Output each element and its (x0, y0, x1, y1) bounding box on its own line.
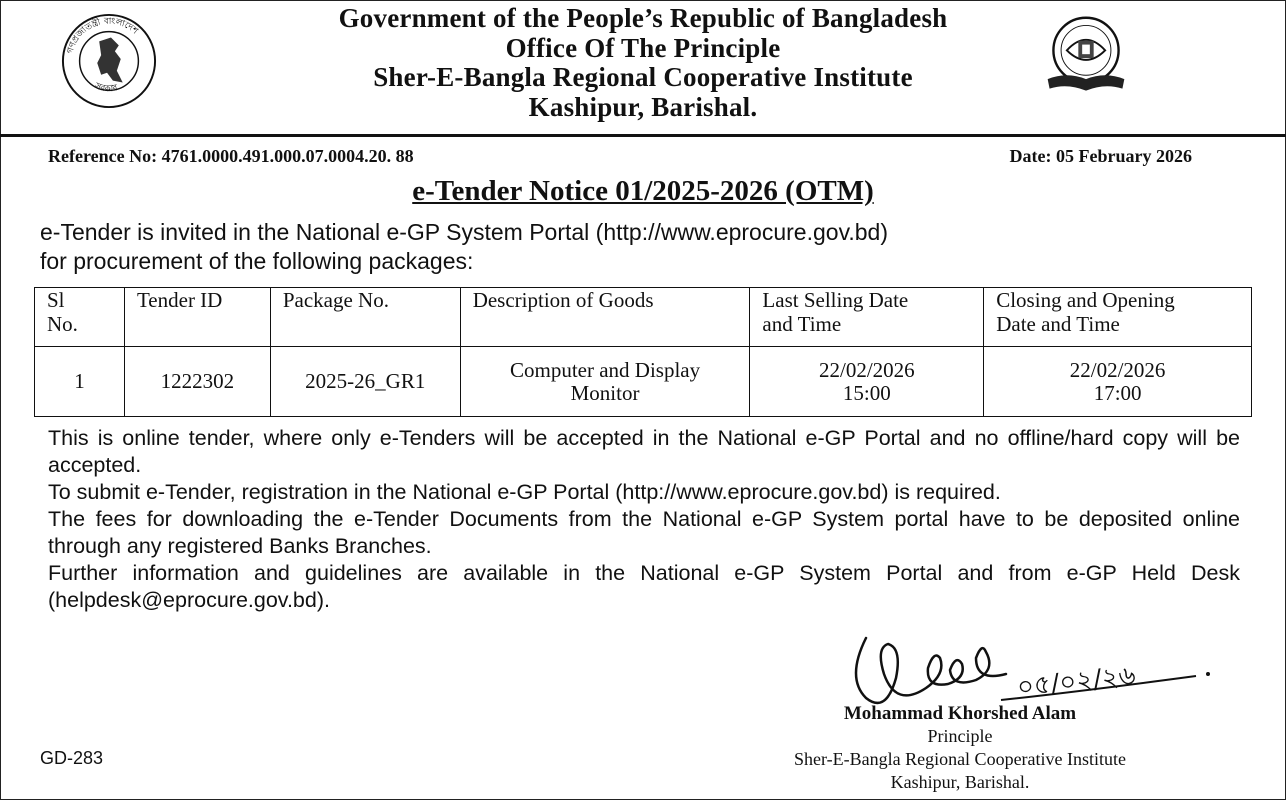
header-closing-line1: Closing and Opening (996, 288, 1175, 312)
cell-last-selling-date: 22/02/2026 (818, 357, 915, 382)
header-sl-no (35, 288, 125, 347)
header-closing-opening (984, 288, 1252, 347)
header-institute: Sher-E-Bangla Regional Cooperative Institute (373, 62, 913, 92)
footer-code: GD-283 (40, 748, 104, 768)
header-divider (0, 134, 1286, 137)
notice-date: Date: 05 February 2026 (1009, 146, 1192, 166)
signatory-location: Kashipur, Barishal. (890, 772, 1030, 792)
cell-closing-date: 22/02/2026 (1069, 357, 1166, 382)
header-location: Kashipur, Barishal. (528, 91, 758, 122)
header-government: Government of the People’s Republic of Bangladesh (338, 3, 948, 33)
notice-title: e-Tender Notice 01/2025-2026 (OTM) (412, 175, 874, 207)
signatory-title: Principle (927, 726, 993, 746)
header-package-no: Package No. (270, 288, 460, 347)
signatory-block (730, 702, 1190, 794)
notice-body (48, 425, 1240, 614)
signatory-name: Mohammad Khorshed Alam (843, 703, 1077, 724)
reference-number: Reference No: 4761.0000.491.000.07.0004.20. 88 (48, 146, 414, 166)
svg-text:০৫/০২/২৬: ০৫/০২/২৬ (1015, 660, 1138, 703)
paragraph-fees: The fees for downloading the e-Tender Documents from the National e-GP System portal have to be deposited online through any registered Banks Branches. (48, 507, 1240, 558)
header-last-selling-line1: Last Selling Date (762, 288, 909, 312)
cell-last-selling (750, 347, 984, 417)
header-sl-line1: Sl (47, 288, 65, 312)
cell-description (460, 347, 750, 417)
signatory-organization: Sher-E-Bangla Regional Cooperative Institute (793, 749, 1127, 769)
cell-closing-time: 17:00 (1093, 380, 1142, 405)
header-sl-line2: No. (47, 312, 78, 336)
header-office: Office Of The Principle (505, 32, 781, 63)
svg-text:সরকার: সরকার (93, 81, 119, 95)
cell-tender-id: 1222302 (124, 347, 270, 417)
paragraph-online-tender: This is online tender, where only e-Tenders will be accepted in the National e-GP Portal and no offline/hard copy will be accepted. (48, 426, 1240, 477)
header-closing-line2: Date and Time (996, 312, 1120, 336)
table-header-row (35, 288, 1252, 347)
cell-sl: 1 (35, 347, 125, 417)
cell-package-no: 2025-26_GR1 (270, 347, 460, 417)
svg-text:গণপ্রজাতন্ত্রী বাংলাদেশ: গণপ্রজাতন্ত্রী বাংলাদেশ (65, 16, 140, 55)
cell-description-line1: Computer and Display (509, 357, 701, 382)
header-last-selling-line2: and Time (762, 312, 842, 336)
header-tender-id: Tender ID (124, 288, 270, 347)
cell-last-selling-time: 15:00 (842, 380, 891, 405)
office-header (0, 4, 1286, 122)
intro-line-2: for procurement of the following packages: (40, 248, 474, 274)
header-last-selling (750, 288, 984, 347)
header-description: Description of Goods (460, 288, 750, 347)
intro-text (40, 218, 888, 276)
paragraph-further-info: Further information and guidelines are available in the National e-GP System Portal and from e-GP Held Desk (helpdesk@eprocure.gov.bd). (48, 561, 1240, 612)
table-row (35, 347, 1252, 417)
cell-closing (984, 347, 1252, 417)
intro-line-1: e-Tender is invited in the National e-GP System Portal (http://www.eprocure.gov.bd) (40, 219, 888, 245)
cell-description-line2: Monitor (570, 380, 640, 405)
tender-table (34, 287, 1252, 417)
paragraph-registration: To submit e-Tender, registration in the National e-GP Portal (http://www.eprocure.gov.bd) is required. (48, 480, 1001, 504)
